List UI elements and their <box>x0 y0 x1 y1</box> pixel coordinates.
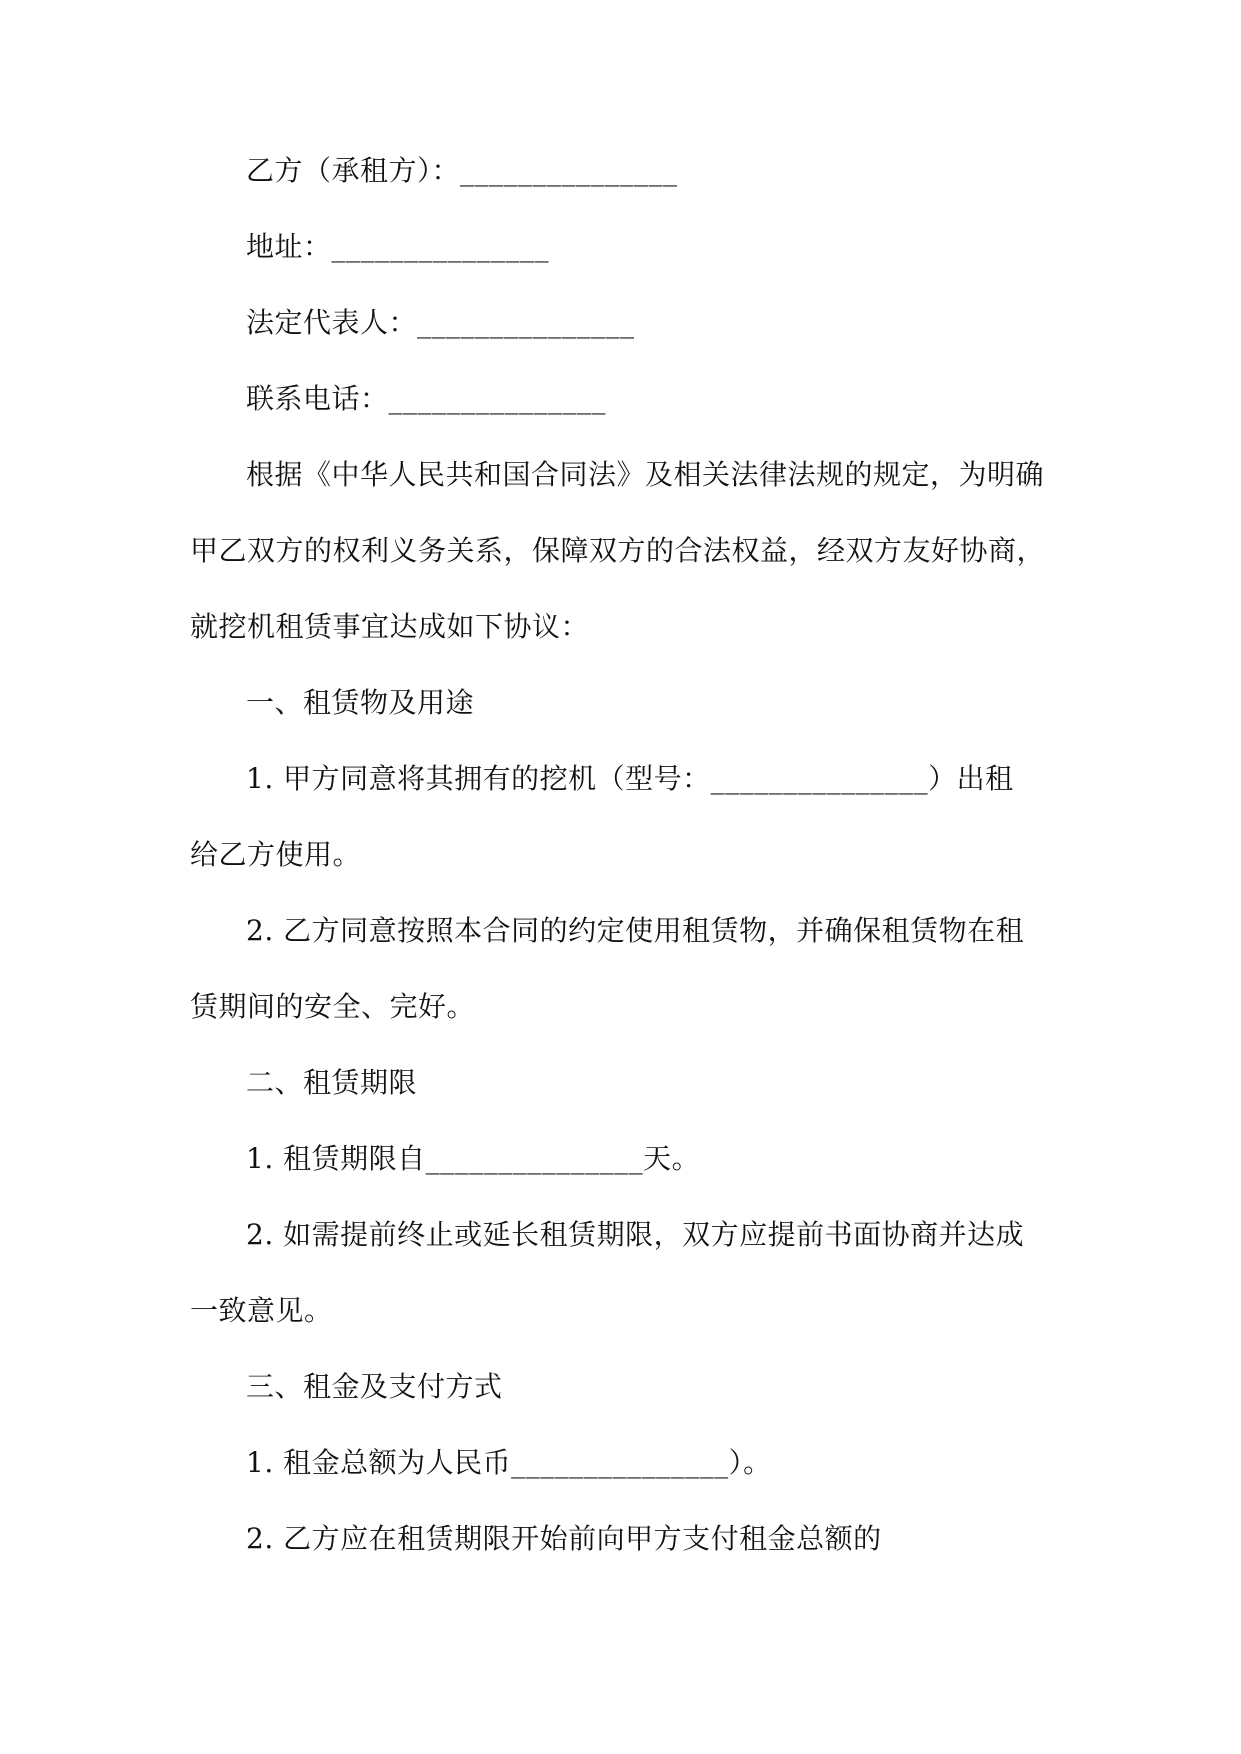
section-heading-3: 三、租金及支付方式 <box>246 1370 503 1403</box>
clause-2-2-line-1: 2. 如需提前终止或延长租赁期限，双方应提前书面协商并达成 <box>246 1218 1025 1251</box>
section-heading-2: 二、租赁期限 <box>246 1066 418 1099</box>
section-heading-1: 一、租赁物及用途 <box>246 686 475 719</box>
clause-2-1-line: 1. 租赁期限自_______________天。 <box>246 1142 701 1175</box>
legal-representative-line: 法定代表人：_______________ <box>246 306 635 339</box>
clause-1-2-line-2: 赁期间的安全、完好。 <box>190 990 476 1023</box>
clause-3-2-line: 2. 乙方应在租赁期限开始前向甲方支付租金总额的 <box>246 1522 882 1555</box>
address-line: 地址：_______________ <box>246 230 550 263</box>
clause-3-1-line: 1. 租金总额为人民币_______________）。 <box>246 1446 772 1479</box>
lessee-party-line: 乙方（承租方）：_______________ <box>246 154 678 187</box>
clause-2-2-line-2: 一致意见。 <box>190 1294 333 1327</box>
preamble-line-2: 甲乙双方的权利义务关系，保障双方的合法权益，经双方友好协商， <box>190 534 1046 567</box>
preamble-line-1: 根据《中华人民共和国合同法》及相关法律法规的规定，为明确 <box>246 458 1045 491</box>
preamble-line-3: 就挖机租赁事宜达成如下协议： <box>190 610 590 643</box>
clause-1-2-line-1: 2. 乙方同意按照本合同的约定使用租赁物，并确保租赁物在租 <box>246 914 1025 947</box>
clause-1-1-line-1: 1. 甲方同意将其拥有的挖机（型号：_______________）出租 <box>246 762 1014 795</box>
clause-1-1-line-2: 给乙方使用。 <box>190 838 362 871</box>
contact-phone-line: 联系电话：_______________ <box>246 382 607 415</box>
